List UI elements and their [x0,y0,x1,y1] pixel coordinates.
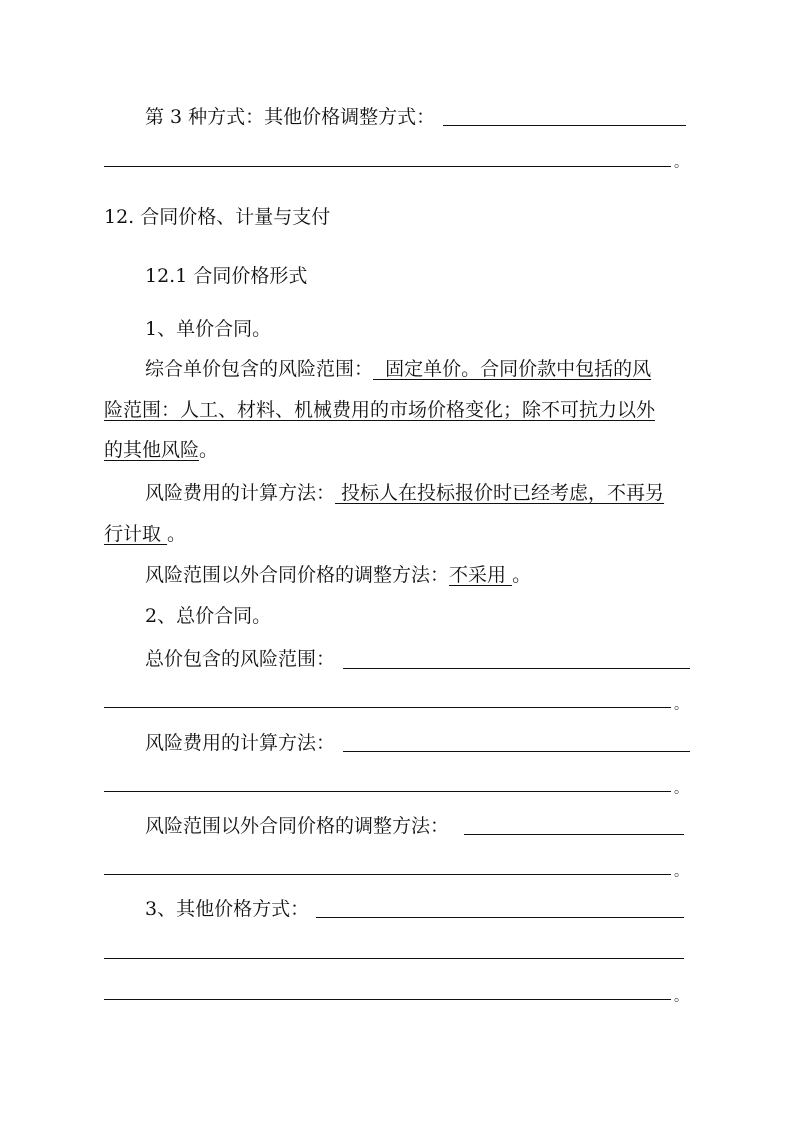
lump-risk-scope-label: 总价包含的风险范围： [145,648,336,670]
method3-blank[interactable] [443,125,686,126]
lump-risk-fee-blank-line2[interactable] [104,791,671,792]
section-12-1-title: 12.1 合同价格形式 [145,265,308,287]
unit-risk-fee-row [145,481,664,505]
lump-outside-blank[interactable] [464,834,684,835]
lump-sum-heading: 2、总价合同。 [145,605,272,627]
period: 。 [674,697,688,713]
period: 。 [674,864,688,880]
other-price-blank-line2[interactable] [104,958,684,959]
unit-risk-fee-line2-row [104,522,186,546]
period: 。 [674,989,688,1005]
unit-risk-fee-label: 风险费用的计算方法： [145,482,336,504]
period: 。 [167,523,187,545]
lump-risk-scope-blank[interactable] [343,668,690,669]
period: 。 [199,439,219,461]
unit-risk-scope-row [145,357,651,381]
unit-risk-scope-value: 固定单价。合同价款中包括的风 [373,358,652,380]
method3-label: 第 3 种方式：其他价格调整方式： [145,106,436,128]
unit-risk-scope-value-line3-row [104,438,218,462]
method3-blank-line2[interactable] [104,166,671,167]
other-price-heading: 3、其他价格方式： [145,898,310,920]
unit-risk-scope-value-line3: 的其他风险 [104,439,200,461]
unit-price-heading: 1、单价合同。 [145,318,272,340]
lump-risk-fee-label: 风险费用的计算方法： [145,732,336,754]
other-price-blank[interactable] [316,917,684,918]
unit-risk-fee-value-line2: 行计取 [104,523,168,545]
lump-risk-fee-blank[interactable] [343,751,690,752]
unit-outside-value: 不采用 [449,564,513,586]
other-price-blank-line3[interactable] [104,999,671,1000]
unit-risk-scope-label: 综合单价包含的风险范围： [145,358,374,380]
lump-risk-scope-blank-line2[interactable] [104,707,671,708]
period: 。 [674,155,688,171]
period: 。 [674,781,688,797]
unit-outside-row [145,563,531,587]
lump-outside-label: 风险范围以外合同价格的调整方法： [145,815,450,837]
unit-risk-scope-value-line2: 险范围：人工、材料、机械费用的市场价格变化；除不可抗力以外 [104,399,656,421]
lump-outside-blank-line2[interactable] [104,874,671,875]
unit-risk-fee-value: 投标人在投标报价时已经考虑，不再另 [335,482,665,504]
period: 。 [512,564,532,586]
section-12-title: 12. 合同价格、计量与支付 [104,206,331,228]
unit-outside-label: 风险范围以外合同价格的调整方法： [145,564,450,586]
